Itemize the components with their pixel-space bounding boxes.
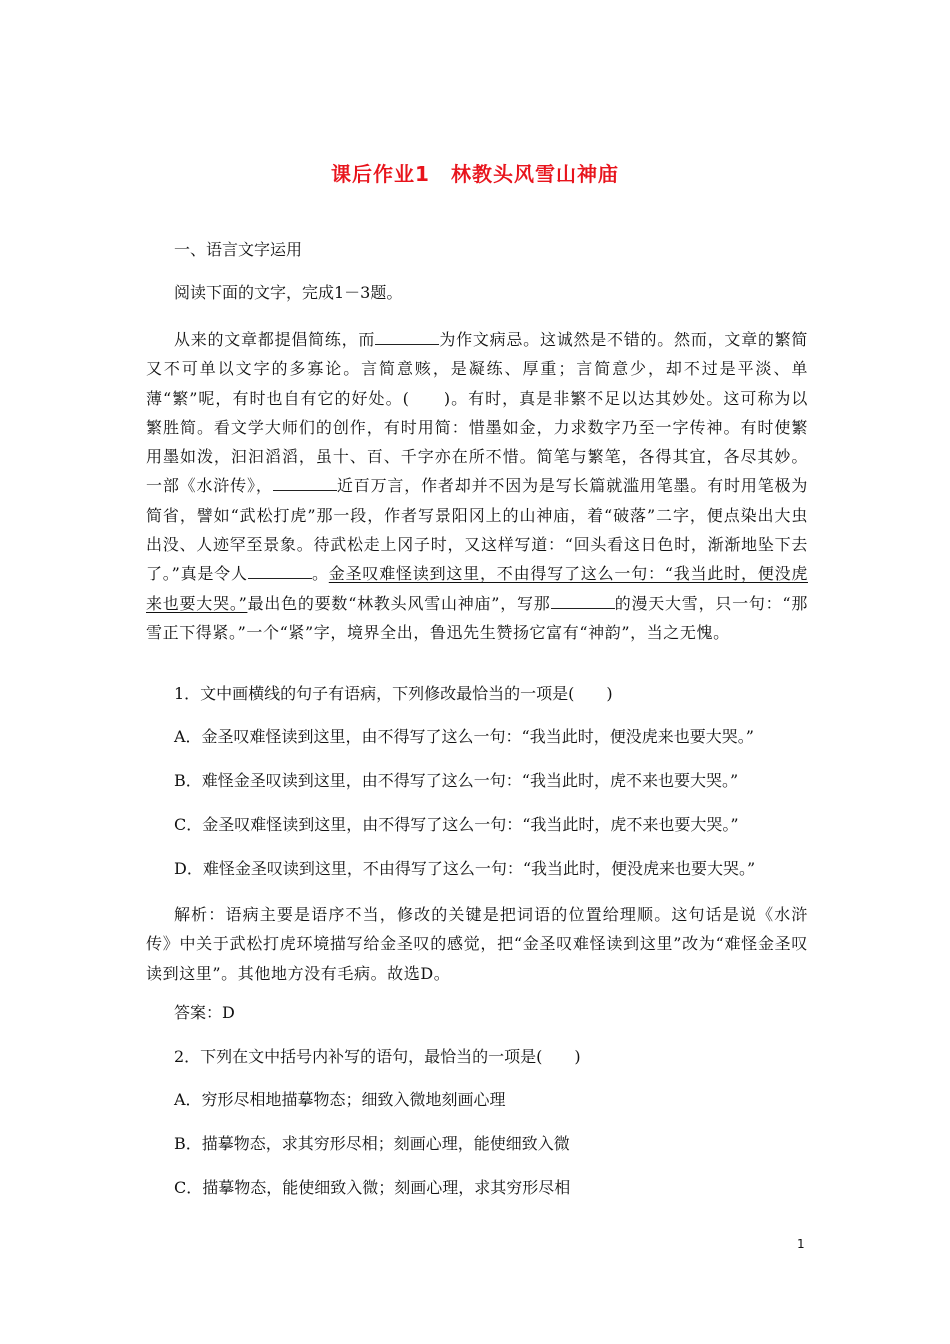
question-1-explanation: 解析：语病主要是语序不当，修改的关键是把词语的位置给理顺。这句话是说《水浒传》中关于武松打虎环境描写给金圣叹的感觉，把“金圣叹难怪读到这里”改为“难怪金圣叹读到这里”。其他地方没有毛病。故选D。 <box>146 905 808 983</box>
fill-blank-2 <box>273 476 337 491</box>
question-2-option-b: B．描摹物态，求其穷形尽相；刻画心理，能使细致入微 <box>174 1134 570 1153</box>
passage-text-1: 从来的文章都提倡简练，而 <box>174 330 376 349</box>
section-heading: 一、语言文字运用 <box>174 240 303 259</box>
fill-blank-1 <box>375 330 439 345</box>
question-2-option-a: A．穷形尽相地描摹物态；细致入微地刻画心理 <box>174 1090 506 1109</box>
reading-passage <box>146 325 808 647</box>
passage-text-5: 最出色的要数“林教头风雪山神庙”，写那 <box>247 593 551 613</box>
fill-blank-3 <box>248 564 312 579</box>
question-1-stem: 1．文中画横线的句子有语病，下列修改最恰当的一项是( ) <box>174 684 613 703</box>
document-title: 课后作业1 林教头风雪山神庙 <box>331 162 619 186</box>
passage-text-4: 。 <box>311 564 329 584</box>
page-number: 1 <box>797 1237 805 1251</box>
passage-text-2: 为作文病忌。这诚然是不错的。然而，文章的繁简又不可单以文字的多寡论。言简意赅，是凝练、厚重；言简意少，却不过是平淡、单薄“繁”呢，有时也自有它的好处。( )。有时，真是非繁不足以达其妙处。这可称为以繁胜简。看文学大师们的创作，有时用简：惜墨如金，力求数字乃至一字传神。有时使繁用墨如泼，汩汩滔滔，虽十、百、千字亦在所不惜。简笔与繁笔，各得其宜，各尽其妙。一部《水浒传》， <box>146 330 809 496</box>
passage-text-6: 的漫天大雪，只一句：“那雪正下得紧。”一个“紧”字，境界全出，鲁迅先生赞扬它富有“神韵”，当之无愧。 <box>146 593 808 642</box>
fill-blank-4 <box>551 594 615 609</box>
instruction-text: 阅读下面的文字，完成1－3题。 <box>174 283 403 302</box>
question-1-option-b: B．难怪金圣叹读到这里，由不得写了这么一句：“我当此时，虎不来也要大哭。” <box>174 771 739 790</box>
question-1-option-c: C．金圣叹难怪读到这里，由不得写了这么一句：“我当此时，虎不来也要大哭。” <box>174 815 739 834</box>
question-2-option-c: C．描摹物态，能使细致入微；刻画心理，求其穷形尽相 <box>174 1178 571 1197</box>
question-1-answer: 答案：D <box>174 1003 235 1022</box>
passage-text-3: 近百万言，作者却并不因为是写长篇就滥用笔墨。有时用笔极为简省，譬如“武松打虎”那一段，作者写景阳冈上的山神庙，着“破落”二字，便点染出大虫出没、人迹罕至景象。待武松走上冈子时，又这样写道：“回头看这日色时，渐渐地坠下去了。”真是令人 <box>146 476 808 584</box>
question-1-option-d: D．难怪金圣叹读到这里，不由得写了这么一句：“我当此时，便没虎来也要大哭。” <box>174 859 756 878</box>
underlined-sentence: 金圣叹难怪读到这里，不由得写了这么一句：“我当此时，便没虎来也要大哭。” <box>146 564 808 613</box>
question-2-stem: 2．下列在文中括号内补写的语句，最恰当的一项是( ) <box>174 1047 581 1066</box>
question-1-option-a: A．金圣叹难怪读到这里，由不得写了这么一句：“我当此时，便没虎来也要大哭。” <box>174 727 754 746</box>
